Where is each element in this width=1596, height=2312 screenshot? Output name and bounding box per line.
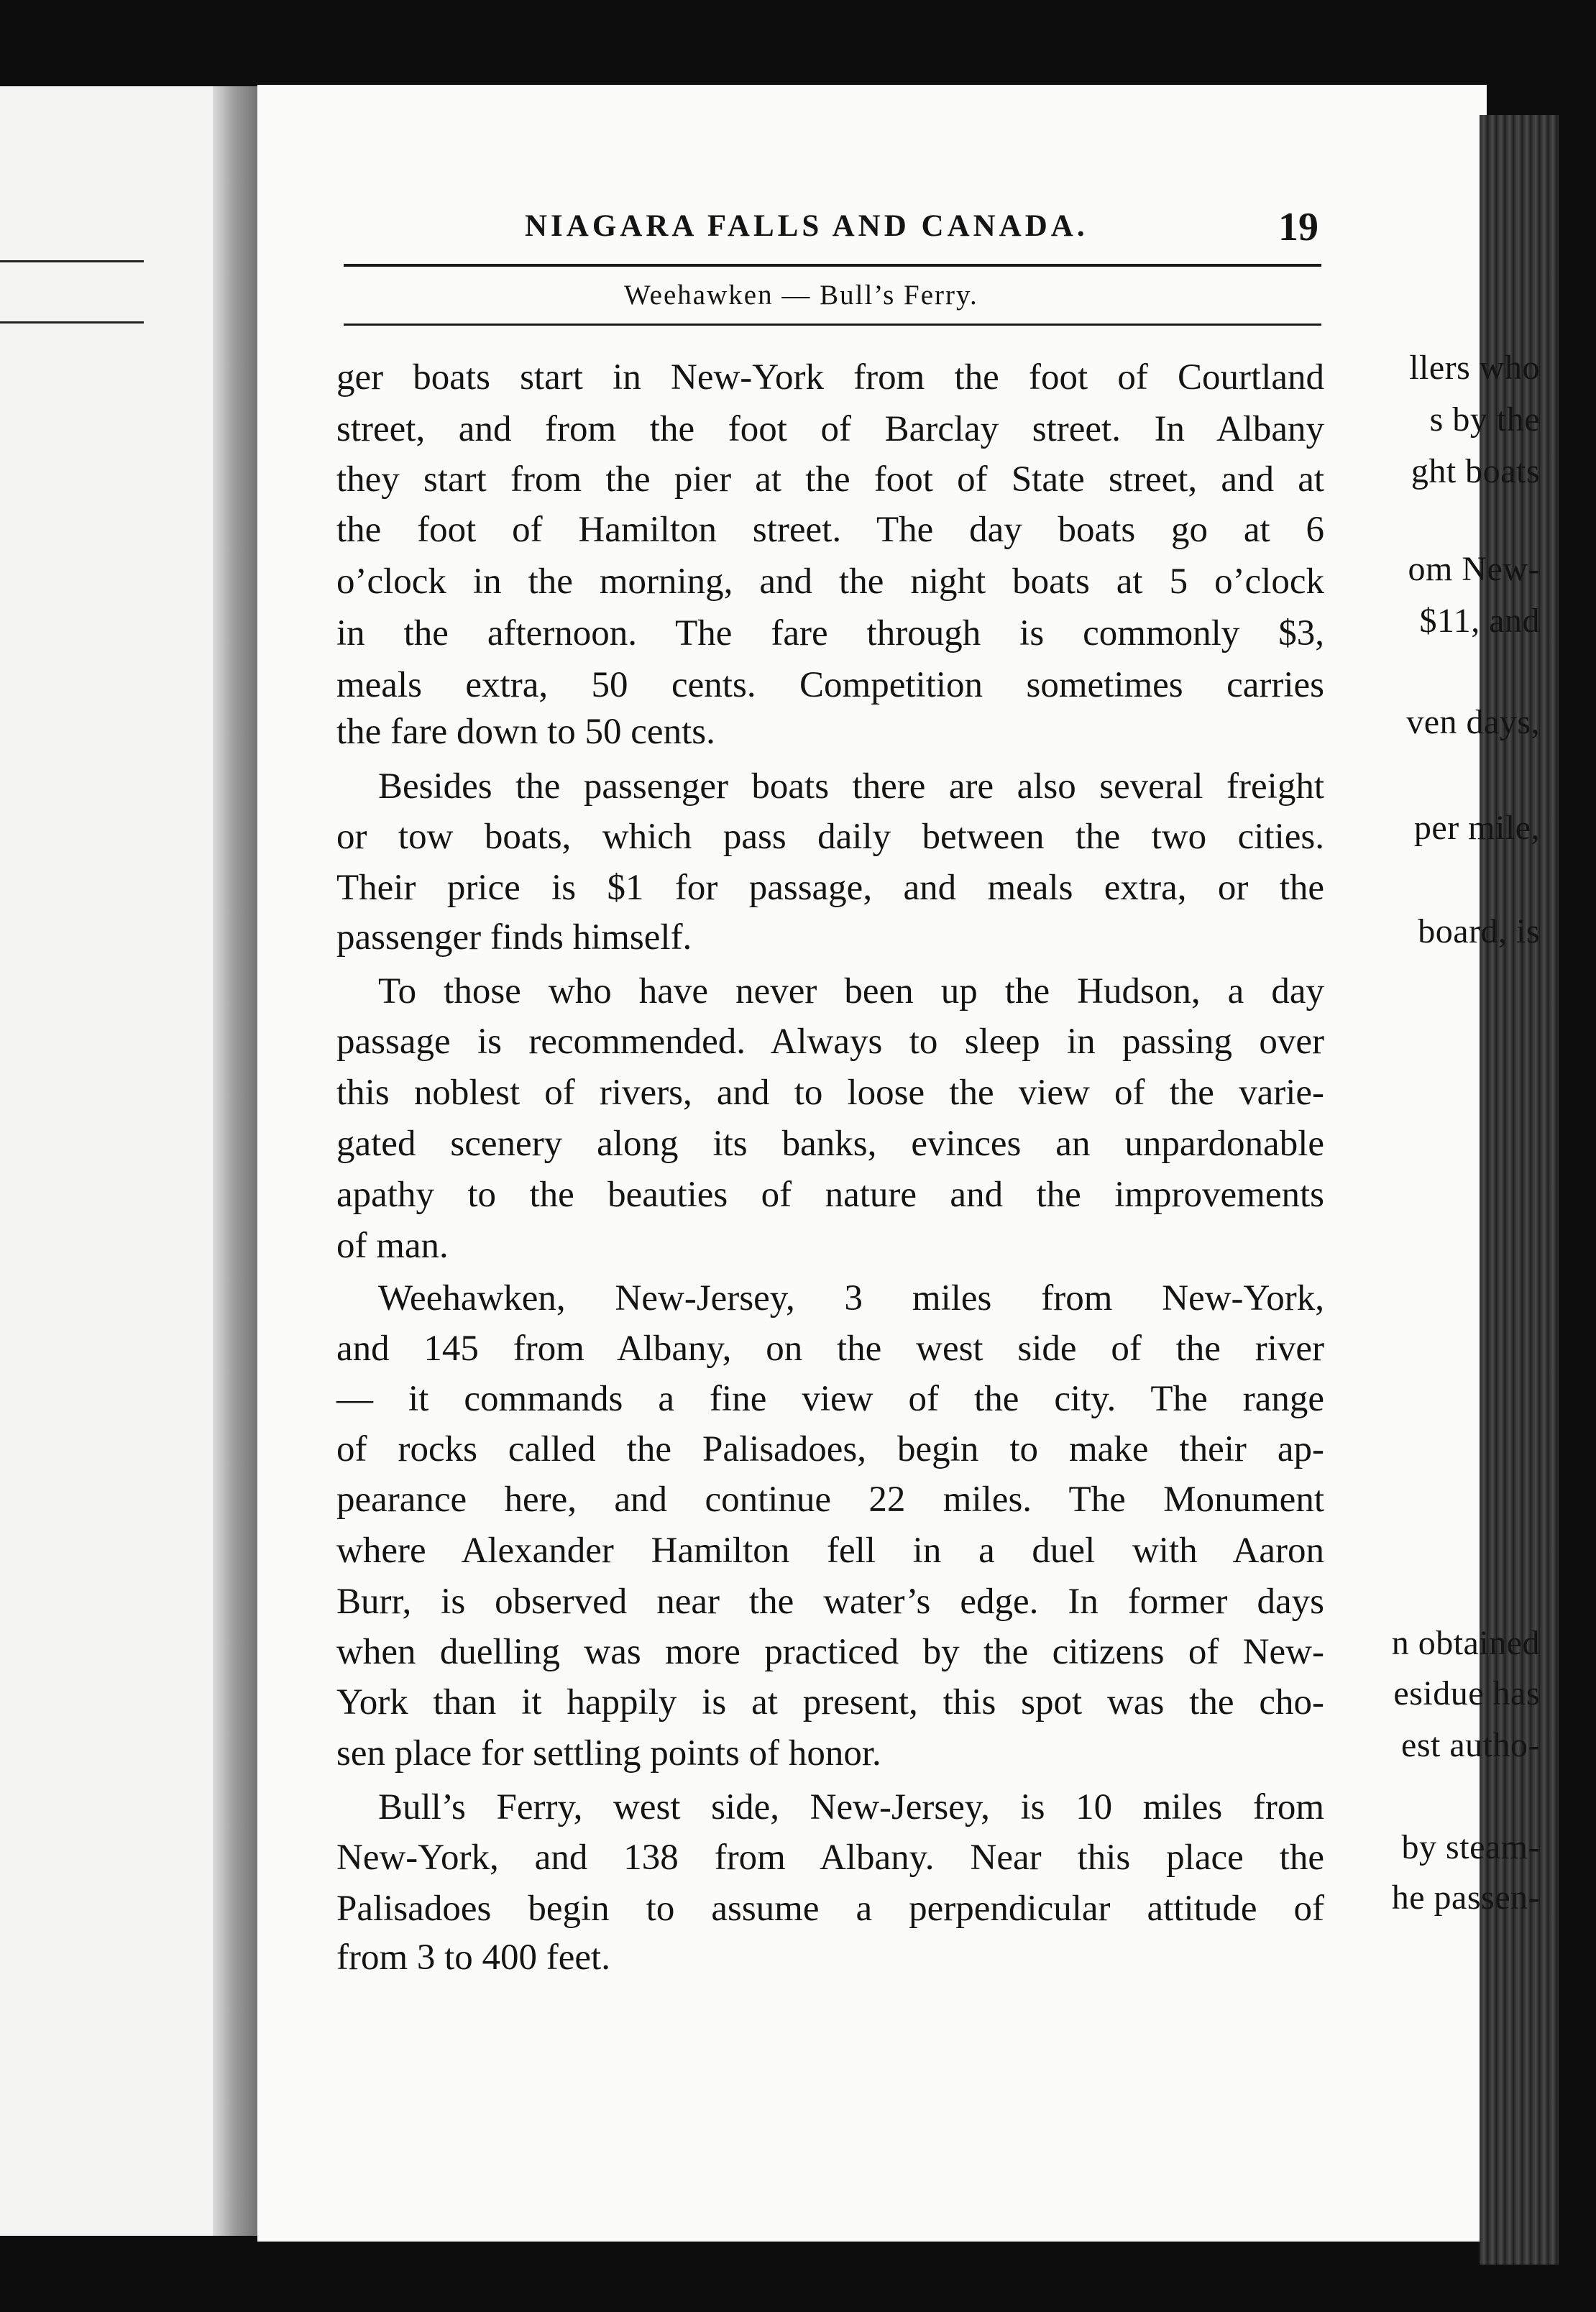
text-line: pearance here, and continue 22 miles. The Monument bbox=[336, 1480, 1324, 1520]
left-fragment: by steam- bbox=[1401, 1828, 1540, 1866]
text-line: the fare down to 50 cents. bbox=[336, 712, 715, 752]
text-line: New-York, and 138 from Albany. Near this place the bbox=[336, 1838, 1324, 1878]
left-fragment: llers who bbox=[1409, 349, 1540, 387]
section-subheading: Weehawken — Bull’s Ferry. bbox=[624, 280, 978, 311]
text-line: — it commands a fine view of the city. The range bbox=[336, 1379, 1324, 1419]
text-line: Bull’s Ferry, west side, New-Jersey, is 10 miles from bbox=[378, 1787, 1324, 1827]
text-line: and 145 from Albany, on the west side of the river bbox=[336, 1329, 1324, 1369]
header-rule-top bbox=[344, 264, 1321, 267]
left-fragment: ght boats bbox=[1411, 452, 1540, 490]
text-line: street, and from the foot of Barclay street. In Albany bbox=[336, 409, 1324, 449]
text-line: passage is recommended. Always to sleep in passing over bbox=[336, 1022, 1324, 1062]
text-line: gated scenery along its banks, evinces an unpardonable bbox=[336, 1124, 1324, 1164]
text-line: or tow boats, which pass daily between the two cities. bbox=[336, 817, 1324, 857]
text-line: of man. bbox=[336, 1226, 449, 1266]
text-line: o’clock in the morning, and the night boats at 5 o’clock bbox=[336, 561, 1324, 602]
text-line: meals extra, 50 cents. Competition sometimes carries bbox=[336, 665, 1324, 705]
text-line: they start from the pier at the foot of State street, and at bbox=[336, 459, 1324, 500]
left-fragment: est autho- bbox=[1401, 1726, 1540, 1764]
text-line: Palisadoes begin to assume a perpendicular attitude of bbox=[336, 1889, 1324, 1929]
left-fragment: om New- bbox=[1408, 550, 1540, 588]
left-fragment: board, is bbox=[1418, 912, 1540, 950]
text-line: ger boats start in New-York from the foot of Courtland bbox=[336, 357, 1324, 398]
text-line: in the afternoon. The fare through is commonly $3, bbox=[336, 613, 1324, 653]
text-line: sen place for settling points of honor. bbox=[336, 1733, 881, 1774]
text-line: Besides the passenger boats there are also several freight bbox=[378, 766, 1324, 807]
left-fragment: ven days, bbox=[1406, 703, 1540, 741]
left-fragment: n obtained bbox=[1391, 1624, 1540, 1662]
text-line: Weehawken, New-Jersey, 3 miles from New-York, bbox=[378, 1278, 1324, 1318]
gutter-shadow bbox=[213, 86, 263, 2236]
text-line: apathy to the beauties of nature and the improvements bbox=[336, 1175, 1324, 1215]
text-line: where Alexander Hamilton fell in a duel with Aaron bbox=[336, 1531, 1324, 1571]
text-line: when duelling was more practiced by the citizens of New- bbox=[336, 1632, 1324, 1672]
left-fragment: esidue has bbox=[1393, 1674, 1540, 1712]
text-line: the foot of Hamilton street. The day boats go at 6 bbox=[336, 510, 1324, 550]
text-line: Burr, is observed near the water’s edge. In former days bbox=[336, 1582, 1324, 1622]
text-line: of rocks called the Palisadoes, begin to make their ap- bbox=[336, 1429, 1324, 1469]
text-line: passenger finds himself. bbox=[336, 917, 692, 958]
text-line: Their price is $1 for passage, and meals extra, or the bbox=[336, 868, 1324, 908]
left-rule-top bbox=[0, 260, 144, 262]
left-fragment: he passen- bbox=[1391, 1878, 1540, 1917]
left-fragment: s by the bbox=[1429, 400, 1540, 439]
text-line: this noblest of rivers, and to loose the view of the varie- bbox=[336, 1073, 1324, 1113]
running-title: NIAGARA FALLS AND CANADA. bbox=[525, 209, 1088, 243]
text-line: from 3 to 400 feet. bbox=[336, 1937, 610, 1978]
text-line: To those who have never been up the Hudson, a day bbox=[378, 971, 1324, 1012]
left-page bbox=[0, 86, 237, 2236]
page-number: 19 bbox=[1278, 205, 1318, 249]
left-rule-bottom bbox=[0, 321, 144, 324]
text-line: York than it happily is at present, this spot was the cho- bbox=[336, 1682, 1324, 1722]
left-fragment: per mile, bbox=[1413, 809, 1540, 847]
header-rule-bottom bbox=[344, 324, 1321, 326]
left-fragment: $11, and bbox=[1419, 602, 1540, 640]
